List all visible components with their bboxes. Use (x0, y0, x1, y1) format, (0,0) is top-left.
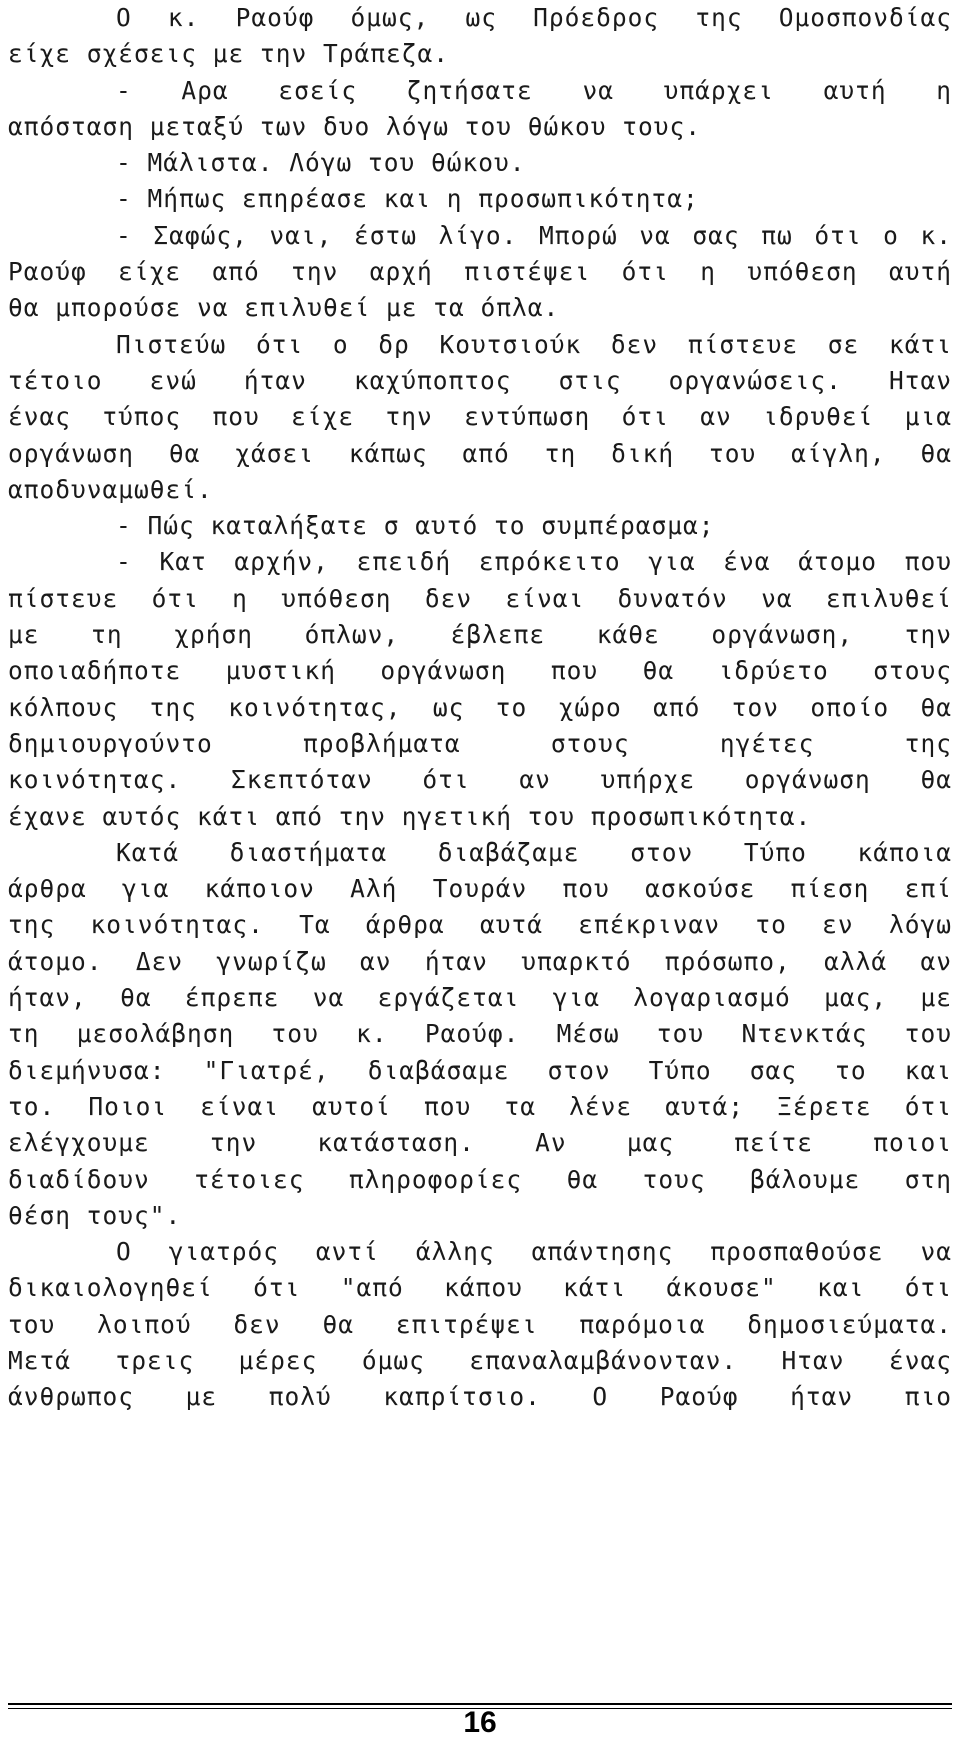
text-line: Ραούφ είχε από την αρχή πιστέψει ότι η υπόθεση αυτή (8, 257, 952, 287)
text-line: διεμήνυσα: "Γιατρέ, διαβάσαμε στον Τύπο σας το και (8, 1055, 952, 1085)
text-line: Ο κ. Ραούφ όμως, ως Πρόεδρος της Ομοσπονδίας (116, 3, 952, 32)
text-line: έχανε αυτός κάτι από την ηγετική του προσωπικότητα. (8, 801, 812, 831)
text-line: - Σαφώς, ναι, έστω λίγο. Μπορώ να σας πω ότι ο κ. (116, 220, 952, 250)
text-line: - Μήπως επηρέασε και η προσωπικότητα; (116, 184, 699, 214)
text-line: Πιστεύω ότι ο δρ Κουτσιούκ δεν πίστευε σε κάτι (116, 329, 952, 359)
text-line: θέση τους". (8, 1200, 182, 1230)
text-line: κοινότητας. Σκεπτόταν ότι αν υπήρχε οργάνωση θα (8, 765, 952, 795)
text-line: τέτοιο ενώ ήταν καχύποπτος στις οργανώσεις. Ηταν (8, 365, 952, 395)
text-line: αποδυναμωθεί. (8, 474, 213, 504)
text-line: δημιουργούντο προβλήματα στους ηγέτες της (8, 728, 952, 758)
text-line: άτομο. Δεν γνωρίζω αν ήταν υπαρκτό πρόσωπο, αλλά αν (8, 946, 952, 976)
footer-rule (8, 1703, 952, 1705)
text-line: δικαιολογηθεί ότι "από κάπου κάτι άκουσε" και ότι (8, 1273, 952, 1303)
text-line: Ο γιατρός αντί άλλης απάντησης προσπαθούσε να (116, 1237, 952, 1267)
text-line: του λοιπού δεν θα επιτρέψει παρόμοια δημοσιεύματα. (8, 1309, 952, 1339)
text-line: ήταν, θα έπρεπε να εργάζεται για λογαριασμό μας, με (8, 983, 952, 1013)
text-line: απόσταση μεταξύ των δυο λόγω του θώκου τους. (8, 111, 702, 141)
body-text (8, 0, 952, 1416)
text-line: οργάνωση θα χάσει κάπως από τη δική του αίγλη, θα (8, 438, 952, 468)
text-line: τη μεσολάβηση του κ. Ραούφ. Μέσω του Ντενκτάς του (8, 1019, 952, 1049)
page-number: 16 (463, 1706, 497, 1739)
text-line: θα μπορούσε να επιλυθεί με τα όπλα. (8, 293, 560, 323)
text-line: άρθρα για κάποιον Αλή Τουράν που ασκούσε πίεση επί (8, 874, 952, 904)
text-line: ένας τύπος που είχε την εντύπωση ότι αν ιδρυθεί μια (8, 402, 952, 432)
text-line: οποιαδήποτε μυστική οργάνωση που θα ιδρύετο στους (8, 656, 952, 686)
text-line: Μετά τρεις μέρες όμως επαναλαμβάνονταν. Ηταν ένας (8, 1345, 952, 1375)
text-line: ελέγχουμε την κατάσταση. Αν μας πείτε ποιοι (8, 1128, 952, 1158)
text-line: το. Ποιοι είναι αυτοί που τα λένε αυτά; Ξέρετε ότι (8, 1091, 952, 1121)
text-line: με τη χρήση όπλων, έβλεπε κάθε οργάνωση, την (8, 620, 952, 650)
text-line: είχε σχέσεις με την Τράπεζα. (8, 39, 450, 69)
text-line: Κατά διαστήματα διαβάζαμε στον Τύπο κάποια (116, 837, 952, 867)
text-line: - Πώς καταλήξατε σ αυτό το συμπέρασμα; (116, 511, 715, 541)
text-line: - Κατ αρχήν, επειδή επρόκειτο για ένα άτομο που (116, 547, 952, 577)
text-line: - Μάλιστα. Λόγω του θώκου. (116, 148, 526, 178)
text-line: - Αρα εσείς ζητήσατε να υπάρχει αυτή η (116, 75, 952, 105)
text-line: διαδίδουν τέτοιες πληροφορίες θα τους βάλουμε στη (8, 1164, 952, 1194)
text-line: της κοινότητας. Τα άρθρα αυτά επέκριναν το εν λόγω (8, 910, 952, 940)
text-line: πίστευε ότι η υπόθεση δεν είναι δυνατόν να επιλυθεί (8, 583, 952, 613)
text-line: άνθρωπος με πολύ καπρίτσιο. Ο Ραούφ ήταν πιο (8, 1382, 952, 1412)
text-line: κόλπους της κοινότητας, ως το χώρο από τον οποίο θα (8, 692, 952, 722)
